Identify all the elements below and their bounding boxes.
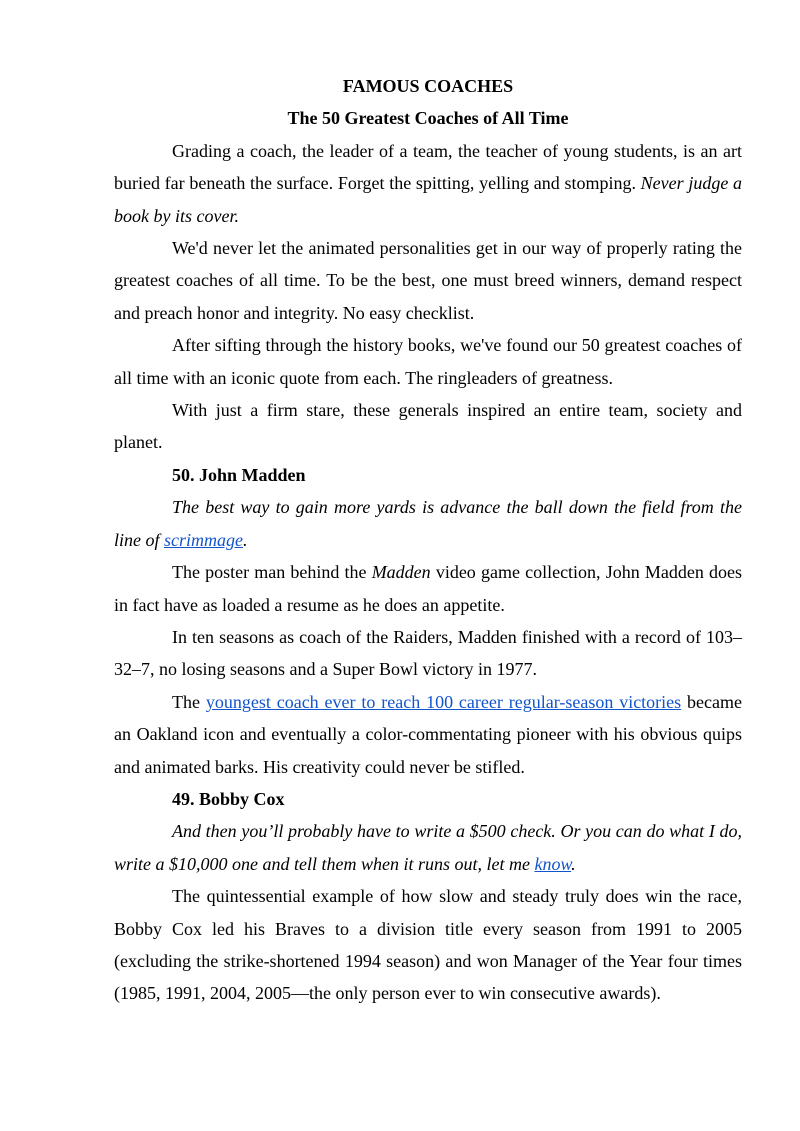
madden-quote	[114, 491, 742, 556]
document-subtitle: The 50 Greatest Coaches of All Time	[287, 108, 569, 129]
scrimmage-link[interactable]: scrimmage	[164, 529, 243, 550]
cox-quote-text: And then you’ll probably have to write a $500 check. Or you can do what I do, write a $10,000 one and tell them when it runs out, let me	[114, 821, 742, 874]
madden-p1-italic: Madden	[371, 562, 431, 583]
intro-paragraph-4: With just a firm stare, these generals inspired an entire team, society and planet.	[114, 400, 742, 453]
madden-p3-b: became an Oakland icon and eventually a color-commentating pioneer with his obvious quips and animated barks. His creativity could never be stifled.	[114, 691, 743, 777]
intro-paragraph-1	[114, 135, 742, 232]
madden-paragraph-3	[114, 686, 742, 783]
section-heading-madden: 50. John Madden	[172, 464, 306, 485]
madden-paragraph-1	[114, 556, 742, 621]
cox-quote-end: .	[571, 853, 576, 874]
document-body	[114, 70, 742, 1010]
cox-paragraph-1: The quintessential example of how slow and steady truly does win the race, Bobby Cox led his Braves to a division title every season from 1991 to 2005 (excluding the strike-shortened 1994 season) and won Manager of the Year four times (1985, 1991, 2004, 2005—the only person ever to win consecutive awards).	[114, 886, 742, 1004]
cox-quote	[114, 815, 742, 880]
intro-p1-text: Grading a coach, the leader of a team, the teacher of young students, is an art buried far beneath the surface. Forget the spitting, yelling and stomping.	[114, 140, 742, 194]
madden-quote-text: The best way to gain more yards is advance the ball down the field from the line of	[114, 497, 742, 550]
section-heading-cox: 49. Bobby Cox	[172, 788, 285, 809]
madden-p1-a: The poster man behind the	[172, 562, 372, 583]
madden-quote-end: .	[243, 529, 248, 550]
intro-paragraph-3: After sifting through the history books, we've found our 50 greatest coaches of all time with an iconic quote from each. The ringleaders of greatness.	[114, 335, 742, 388]
madden-paragraph-2: In ten seasons as coach of the Raiders, Madden finished with a record of 103–32–7, no losing seasons and a Super Bowl victory in 1977.	[114, 626, 742, 680]
youngest-coach-link[interactable]: youngest coach ever to reach 100 career regular-season victories	[205, 691, 682, 712]
madden-p1-b: video game collection, John Madden does in fact have as loaded a resume as he does an appetite.	[114, 562, 742, 615]
document-title: FAMOUS COACHES	[342, 76, 514, 96]
know-link[interactable]: know	[534, 853, 572, 874]
intro-paragraph-2: We'd never let the animated personalities get in our way of properly rating the greatest coaches of all time. To be the best, one must breed winners, demand respect and preach honor and integrity. No easy checklist.	[114, 238, 742, 323]
madden-p3-a: The	[172, 691, 206, 712]
intro-p1-italic: Never judge a book by its cover.	[114, 173, 743, 226]
